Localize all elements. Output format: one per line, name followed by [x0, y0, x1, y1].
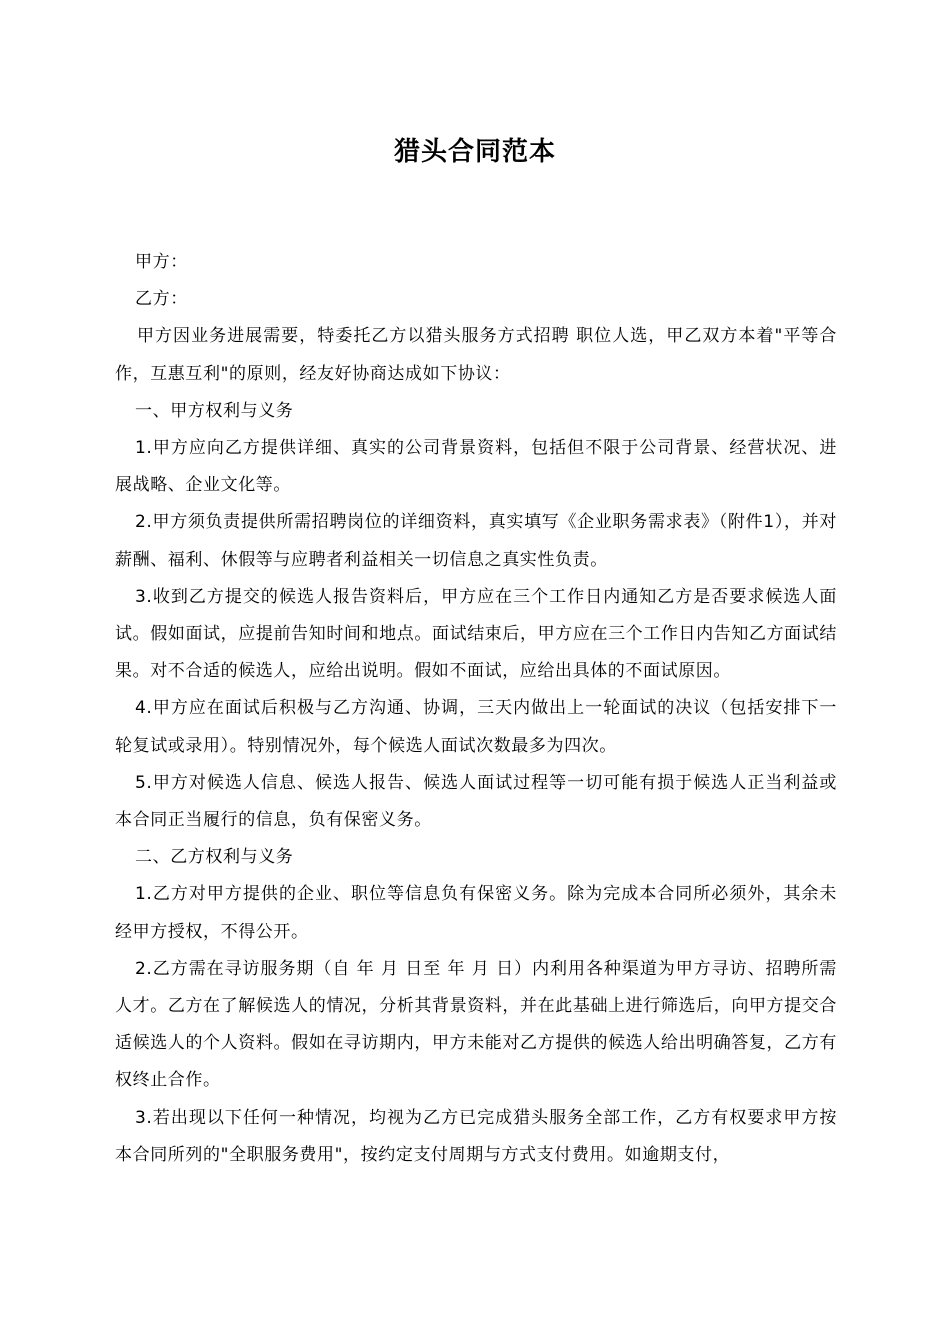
section-heading-party-a: 一、甲方权利与义务 — [135, 400, 294, 421]
section-heading-party-b: 二、乙方权利与义务 — [135, 847, 294, 868]
clause-b-2: 2.乙方需在寻访服务期（自 年 月 日至 年 月 日）内利用各种渠道为甲方寻访、招聘所需人才。乙方在了解候选人的情况，分析其背景资料，并在此基础上进行筛选后，向甲方提交合适候选人的个人资料。假如在寻访期内，甲方未能对乙方提供的候选人给出明确答复，乙方有权终止合作。 — [115, 958, 837, 1091]
document-body — [115, 244, 837, 1174]
document-title: 猎头合同范本 — [393, 137, 556, 167]
clause-a-3: 3.收到乙方提交的候选人报告资料后，甲方应在三个工作日内通知乙方是否要求候选人面试。假如面试，应提前告知时间和地点。面试结束后，甲方应在三个工作日内告知乙方面试结果。对不合适的候选人，应给出说明。假如不面试，应给出具体的不面试原因。 — [115, 586, 837, 682]
party-b-line: 乙方： — [135, 289, 188, 310]
clause-b-3: 3.若出现以下任何一种情况，均视为乙方已完成猎头服务全部工作，乙方有权要求甲方按本合同所列的"全职服务费用"，按约定支付周期与方式支付费用。如逾期支付， — [115, 1107, 837, 1165]
clause-a-2: 2.甲方须负责提供所需招聘岗位的详细资料，真实填写《企业职务需求表》（附件1），并对薪酬、福利、休假等与应聘者利益相关一切信息之真实性负责。 — [115, 512, 837, 570]
clause-b-1: 1.乙方对甲方提供的企业、职位等信息负有保密义务。除为完成本合同所必须外，其余未经甲方授权，不得公开。 — [115, 884, 837, 942]
clause-a-5: 5.甲方对候选人信息、候选人报告、候选人面试过程等一切可能有损于候选人正当利益或本合同正当履行的信息，负有保密义务。 — [115, 772, 837, 831]
party-a-line: 甲方： — [135, 252, 188, 272]
preamble-paragraph: 甲方因业务进展需要，特委托乙方以猎头服务方式招聘 职位人选，甲乙双方本着"平等合作，互惠互利"的原则，经友好协商达成如下协议： — [115, 326, 837, 384]
clause-a-4: 4.甲方应在面试后积极与乙方沟通、协调，三天内做出上一轮面试的决议（包括安排下一轮复试或录用）。特别情况外，每个候选人面试次数最多为四次。 — [115, 698, 837, 756]
clause-a-1: 1.甲方应向乙方提供详细、真实的公司背景资料，包括但不限于公司背景、经营状况、进展战略、企业文化等。 — [115, 438, 837, 496]
